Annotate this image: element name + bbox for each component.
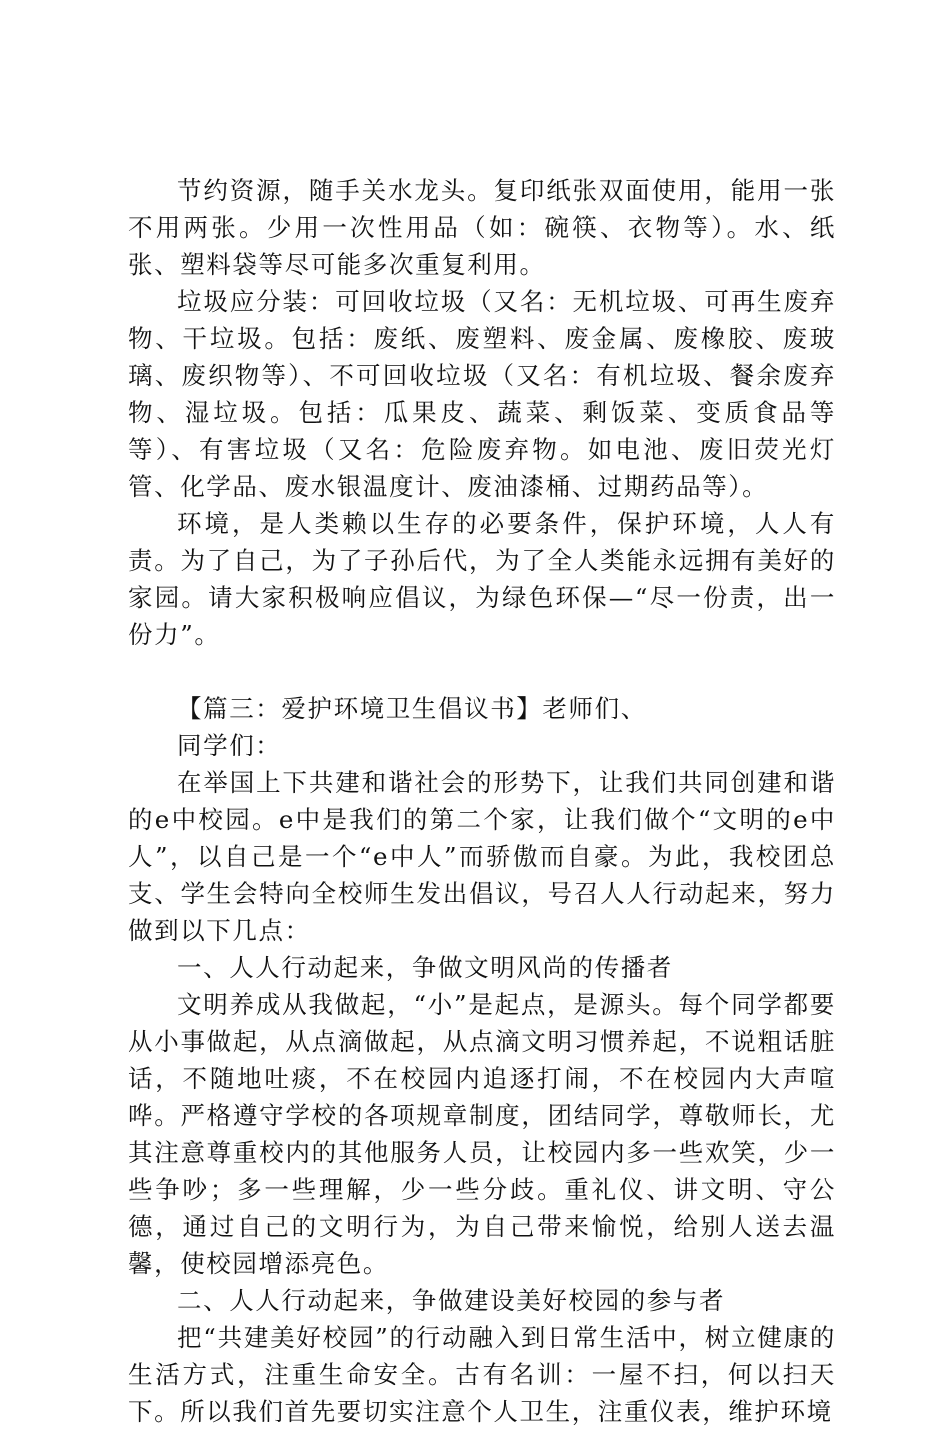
paragraph-body-two: 把“共建美好校园”的行动融入到日常生活中，树立健康的生活方式，注重生命安全。古有名训：一屋不扫，何以扫天下。所以我们首先要切实注意个人卫生，注重仪表，维护环境 bbox=[128, 1323, 836, 1426]
salutation: 同学们： bbox=[177, 731, 282, 760]
paragraph-garbage-sorting: 垃圾应分装：可回收垃圾（又名：无机垃圾、可再生废弃物、干垃圾。包括：废纸、废塑料、废金属、废橡胶、废玻璃、废织物等）、不可回收垃圾（又名：有机垃圾、餐余废弃物、湿垃圾。包括：瓜果皮、蔬菜、剩饭菜、变质食品等等）、有害垃圾（又名：危险废弃物。如电池、废旧荧光灯管、化学品、废水银温度计、废油漆桶、过期药品等）。 bbox=[128, 287, 836, 501]
heading-two: 二、人人行动起来，争做建设美好校园的参与者 bbox=[177, 1286, 726, 1315]
document-page bbox=[128, 172, 836, 1430]
paragraph-body-one: 文明养成从我做起，“小”是起点，是源头。每个同学都要从小事做起，从点滴做起，从点滴文明习惯养起，不说粗话脏话，不随地吐痰，不在校园内追逐打闹，不在校园内大声喧哗。严格遵守学校的各项规章制度，团结同学，尊敬师长，尤其注意尊重校内的其他服务人员，让校园内多一些欢笑，少一些争吵；多一些理解，少一些分歧。重礼仪、讲文明、守公德，通过自己的文明行为，为自己带来愉悦，给别人送去温馨，使校园增添亮色。 bbox=[128, 990, 836, 1278]
paragraph-save-resources: 节约资源，随手关水龙头。复印纸张双面使用，能用一张不用两张。少用一次性用品（如：碗筷、衣物等）。水、纸张、塑料袋等尽可能多次重复利用。 bbox=[128, 176, 836, 279]
paragraph-environment-call: 环境，是人类赖以生存的必要条件，保护环境，人人有责。为了自己，为了子孙后代，为了全人类能永远拥有美好的家园。请大家积极响应倡议，为绿色环保—“尽一份责，出一份力”。 bbox=[128, 509, 836, 649]
paragraph-intro: 在举国上下共建和谐社会的形势下，让我们共同创建和谐的e中校园。e中是我们的第二个家，让我们做个“文明的e中人”，以自己是一个“e中人”而骄傲而自豪。为此，我校团总支、学生会特向全校师生发出倡议，号召人人行动起来，努力做到以下几点： bbox=[128, 768, 836, 945]
heading-one: 一、人人行动起来，争做文明风尚的传播者 bbox=[177, 953, 673, 982]
section-title: 【篇三：爱护环境卫生倡议书】老师们、 bbox=[177, 694, 647, 723]
